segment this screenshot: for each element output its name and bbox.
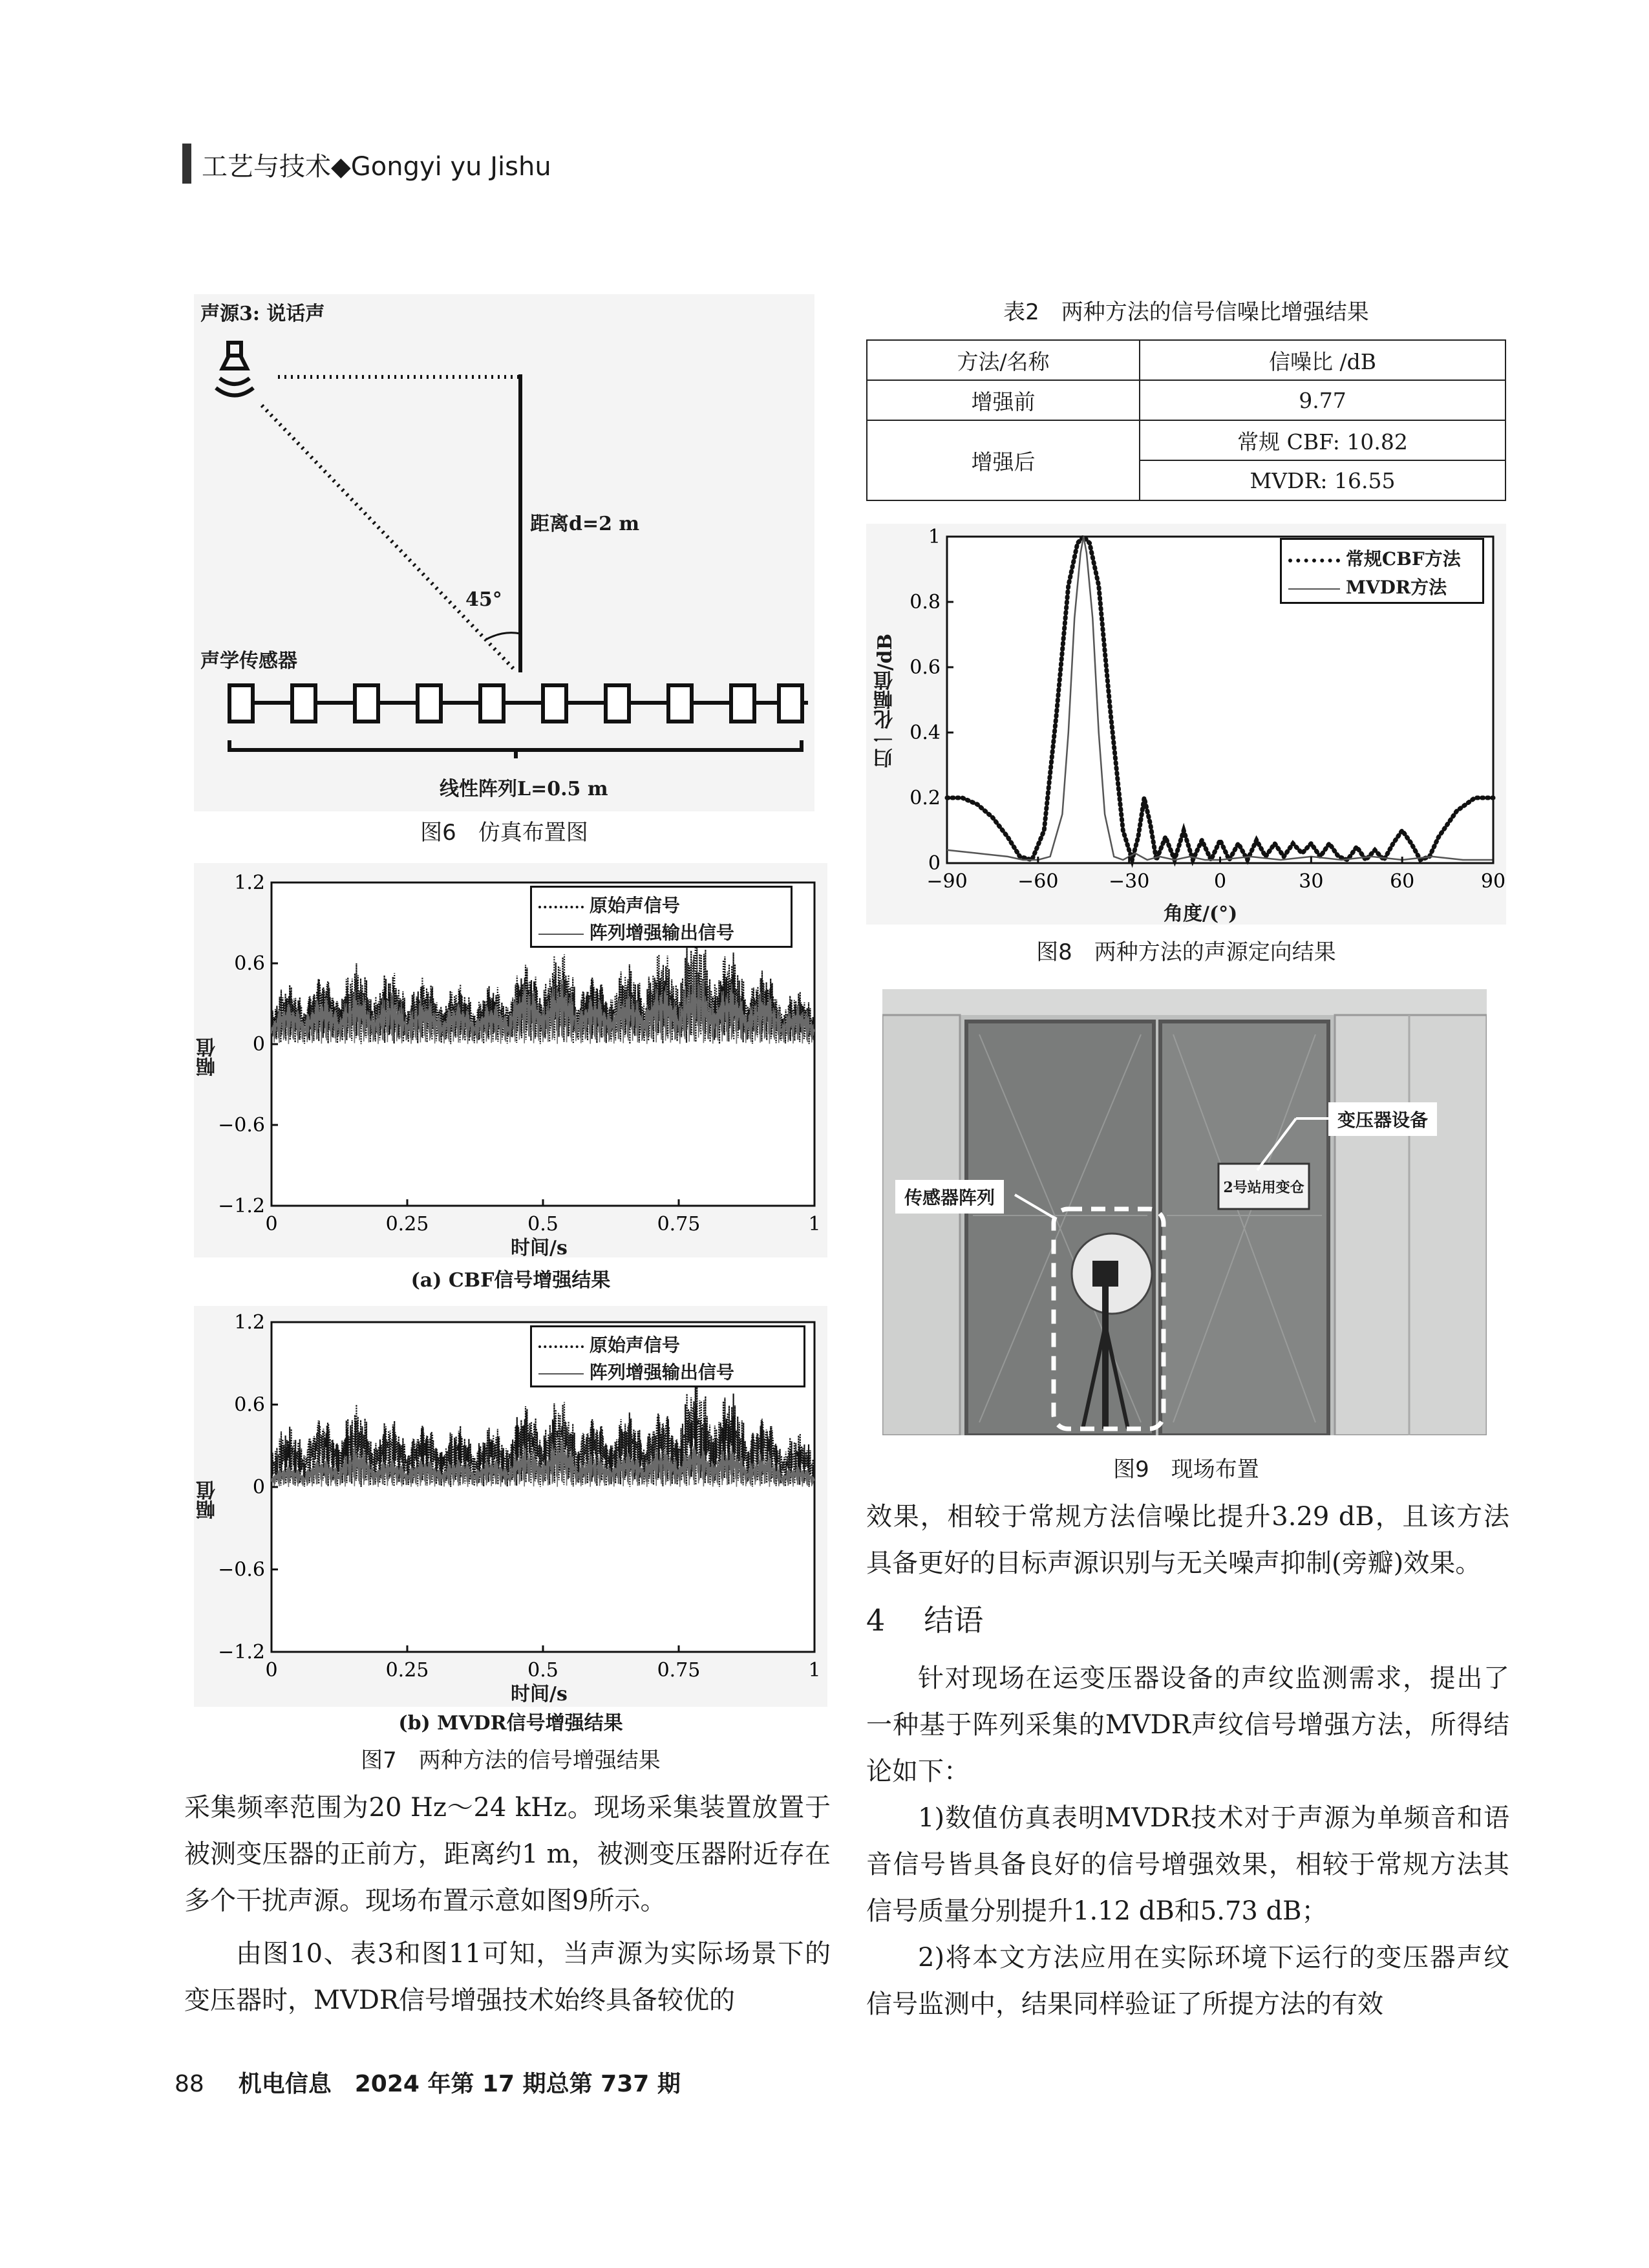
fig6-diagram bbox=[194, 294, 814, 811]
fig7a-legend bbox=[530, 886, 793, 948]
y-tick-label: −0.6 bbox=[218, 1558, 265, 1581]
fig7a-legend-label-1: 原始声信号 bbox=[589, 895, 680, 916]
fig7a-xlabel: 时间/s bbox=[511, 1237, 568, 1259]
y-tick-label: −0.6 bbox=[218, 1114, 265, 1137]
fig6-angle-label: 45° bbox=[465, 588, 502, 611]
x-tick-label: 0.25 bbox=[385, 1659, 429, 1682]
right-paragraph-2: 针对现场在运变压器设备的声纹监测需求，提出了一种基于阵列采集的MVDR声纹信号增强方法，所得结论如下： bbox=[866, 1664, 1509, 1786]
right-column-text bbox=[866, 1493, 1509, 1587]
x-tick-label: 30 bbox=[1299, 870, 1324, 893]
table-row bbox=[867, 420, 1505, 460]
table2-title: 表2 两种方法的信号信噪比增强结果 bbox=[1003, 299, 1369, 325]
x-tick-label: 0 bbox=[265, 1659, 278, 1682]
y-tick-label: 0 bbox=[928, 852, 941, 875]
table2-cell-before-value: 9.77 bbox=[1140, 380, 1505, 420]
right-paragraph-4: 2)将本文方法应用在实际环境下运行的变压器声纹信号监测中，结果同样验证了所提方法的有效 bbox=[866, 1943, 1509, 2019]
section-title: 结语 bbox=[924, 1603, 984, 1638]
y-tick-label: −1.2 bbox=[218, 1641, 265, 1664]
y-tick-label: −1.2 bbox=[218, 1195, 265, 1217]
x-tick-label: −30 bbox=[1109, 870, 1150, 893]
y-tick-label: 0.2 bbox=[910, 787, 941, 809]
fig9-label-transformer: 变压器设备 bbox=[1328, 1102, 1437, 1136]
header-section-cn: 工艺与技术 bbox=[202, 152, 331, 182]
fig7b-legend-label-2: 阵列增强输出信号 bbox=[589, 1362, 734, 1383]
y-tick-label: 0.4 bbox=[910, 722, 941, 744]
fig7b-ylabel: 幅值 bbox=[197, 1481, 219, 1519]
fig7a-legend-item-2 bbox=[538, 919, 734, 945]
x-tick-label: 0 bbox=[265, 1213, 278, 1236]
left-paragraph-2: 由图10、表3和图11可知，当声源为实际场景下的变压器时，MVDR信号增强技术始终具备较优的 bbox=[184, 1939, 831, 2015]
fig7-caption: 图7 两种方法的信号增强结果 bbox=[361, 1748, 661, 1773]
x-tick-label: −60 bbox=[1017, 870, 1059, 893]
section-number: 4 bbox=[866, 1603, 886, 1638]
table2-cell-after-cbf: 常规 CBF: 10.82 bbox=[1140, 420, 1505, 460]
fig9-label-sensor: 传感器阵列 bbox=[895, 1180, 1004, 1214]
right-column-text-2 bbox=[866, 1655, 1509, 2027]
table-row bbox=[867, 340, 1505, 380]
table2-grid bbox=[866, 339, 1506, 501]
fig7b bbox=[194, 1306, 827, 1707]
fig8-legend bbox=[1280, 538, 1484, 604]
fig8-caption: 图8 两种方法的声源定向结果 bbox=[1036, 939, 1336, 965]
fig8-ylabel: 归一化幅值/dB bbox=[874, 634, 897, 768]
header-section bbox=[202, 146, 551, 183]
fig7b-legend-item-1 bbox=[538, 1331, 680, 1357]
table2-header-snr: 信噪比 /dB bbox=[1140, 340, 1505, 380]
fig6-array-label: 线性阵列L=0.5 m bbox=[440, 778, 608, 800]
x-tick-label: 0.75 bbox=[657, 1659, 701, 1682]
section-heading bbox=[866, 1597, 983, 1640]
fig7a-legend-item-1 bbox=[538, 892, 680, 917]
x-tick-label: 60 bbox=[1390, 870, 1415, 893]
x-tick-label: 1 bbox=[808, 1213, 821, 1236]
fig7a bbox=[194, 863, 827, 1257]
fig8 bbox=[866, 524, 1506, 925]
page-number: 88 bbox=[175, 2071, 204, 2097]
x-tick-label: 90 bbox=[1480, 870, 1506, 893]
fig7b-legend bbox=[530, 1325, 805, 1387]
y-tick-label: 1.2 bbox=[234, 1311, 265, 1334]
x-tick-label: 0 bbox=[1213, 870, 1227, 893]
x-tick-label: 0.5 bbox=[527, 1213, 559, 1236]
fig7b-legend-item-2 bbox=[538, 1358, 734, 1384]
fig7a-subcaption: (a) CBF信号增强结果 bbox=[410, 1269, 611, 1292]
x-tick-label: −90 bbox=[926, 870, 968, 893]
y-tick-label: 0.6 bbox=[910, 656, 941, 679]
fig7b-subcaption: (b) MVDR信号增强结果 bbox=[398, 1712, 623, 1735]
x-tick-label: 1 bbox=[808, 1659, 821, 1682]
fig8-xlabel: 角度/(°) bbox=[1164, 903, 1238, 925]
left-column-text bbox=[184, 1784, 831, 2024]
fig7a-ylabel: 幅值 bbox=[197, 1038, 219, 1076]
y-tick-label: 0.6 bbox=[234, 952, 265, 975]
fig8-legend-label-1: 常规CBF方法 bbox=[1345, 548, 1461, 570]
fig6-caption: 图6 仿真布置图 bbox=[420, 820, 588, 846]
left-paragraph-1: 采集频率范围为20 Hz～24 kHz。现场采集装置放置于被测变压器的正前方，距离约1 m，被测变压器附近存在多个干扰声源。现场布置示意如图9所示。 bbox=[184, 1793, 831, 1916]
journal-info: 机电信息 2024 年第 17 期总第 737 期 bbox=[238, 2071, 681, 2097]
y-tick-label: 1 bbox=[928, 526, 941, 548]
y-tick-label: 0.6 bbox=[234, 1393, 265, 1417]
angle-arc bbox=[486, 633, 520, 639]
fig7b-legend-label-1: 原始声信号 bbox=[589, 1334, 680, 1356]
fig7b-xlabel: 时间/s bbox=[511, 1683, 568, 1706]
table2-cell-before-label: 增强前 bbox=[867, 380, 1140, 420]
y-tick-label: 0 bbox=[252, 1476, 265, 1499]
table-row bbox=[867, 380, 1505, 420]
x-tick-label: 0.5 bbox=[527, 1659, 559, 1682]
dotted-line-diagonal bbox=[262, 405, 514, 669]
table2-cell-after-label: 增强后 bbox=[867, 420, 1140, 500]
fig6-distance-label: 距离d=2 m bbox=[530, 513, 640, 535]
header-section-en: ◆Gongyi yu Jishu bbox=[331, 152, 551, 182]
fig8-legend-item-1 bbox=[1288, 545, 1461, 571]
fig9-caption: 图9 现场布置 bbox=[1113, 1457, 1259, 1482]
fig9-sign-text: 2号站用变仓 bbox=[1223, 1179, 1304, 1196]
y-tick-label: 1.2 bbox=[234, 872, 265, 894]
right-paragraph-1: 效果，相较于常规方法信噪比提升3.29 dB，且该方法具备更好的目标声源识别与无关噪声抑制(旁瓣)效果。 bbox=[866, 1502, 1509, 1578]
y-tick-label: 0.8 bbox=[910, 591, 941, 614]
speaker-icon bbox=[216, 343, 253, 396]
fig6-sensor-label: 声学传感器 bbox=[200, 650, 297, 672]
fig6 bbox=[194, 294, 814, 811]
array-brace bbox=[229, 740, 802, 758]
footer bbox=[175, 2066, 681, 2099]
y-tick-label: 0 bbox=[252, 1033, 265, 1056]
x-tick-label: 0.75 bbox=[657, 1213, 701, 1236]
fig8-legend-label-2: MVDR方法 bbox=[1345, 577, 1447, 598]
table2-cell-after-mvdr: MVDR: 16.55 bbox=[1140, 460, 1505, 500]
right-paragraph-3: 1)数值仿真表明MVDR技术对于声源为单频音和语音信号皆具备良好的信号增强效果，相较于常规方法其信号质量分别提升1.12 dB和5.73 dB； bbox=[866, 1803, 1509, 1926]
fig6-source-label: 声源3: 说话声 bbox=[200, 303, 325, 325]
fig8-legend-item-2 bbox=[1288, 573, 1447, 599]
x-tick-label: 0.25 bbox=[385, 1213, 429, 1236]
table2 bbox=[866, 339, 1506, 501]
fig9-photo bbox=[882, 989, 1487, 1435]
fig7a-legend-label-2: 阵列增强输出信号 bbox=[589, 922, 734, 943]
table2-header-method: 方法/名称 bbox=[867, 340, 1140, 380]
header-bar bbox=[182, 144, 191, 184]
